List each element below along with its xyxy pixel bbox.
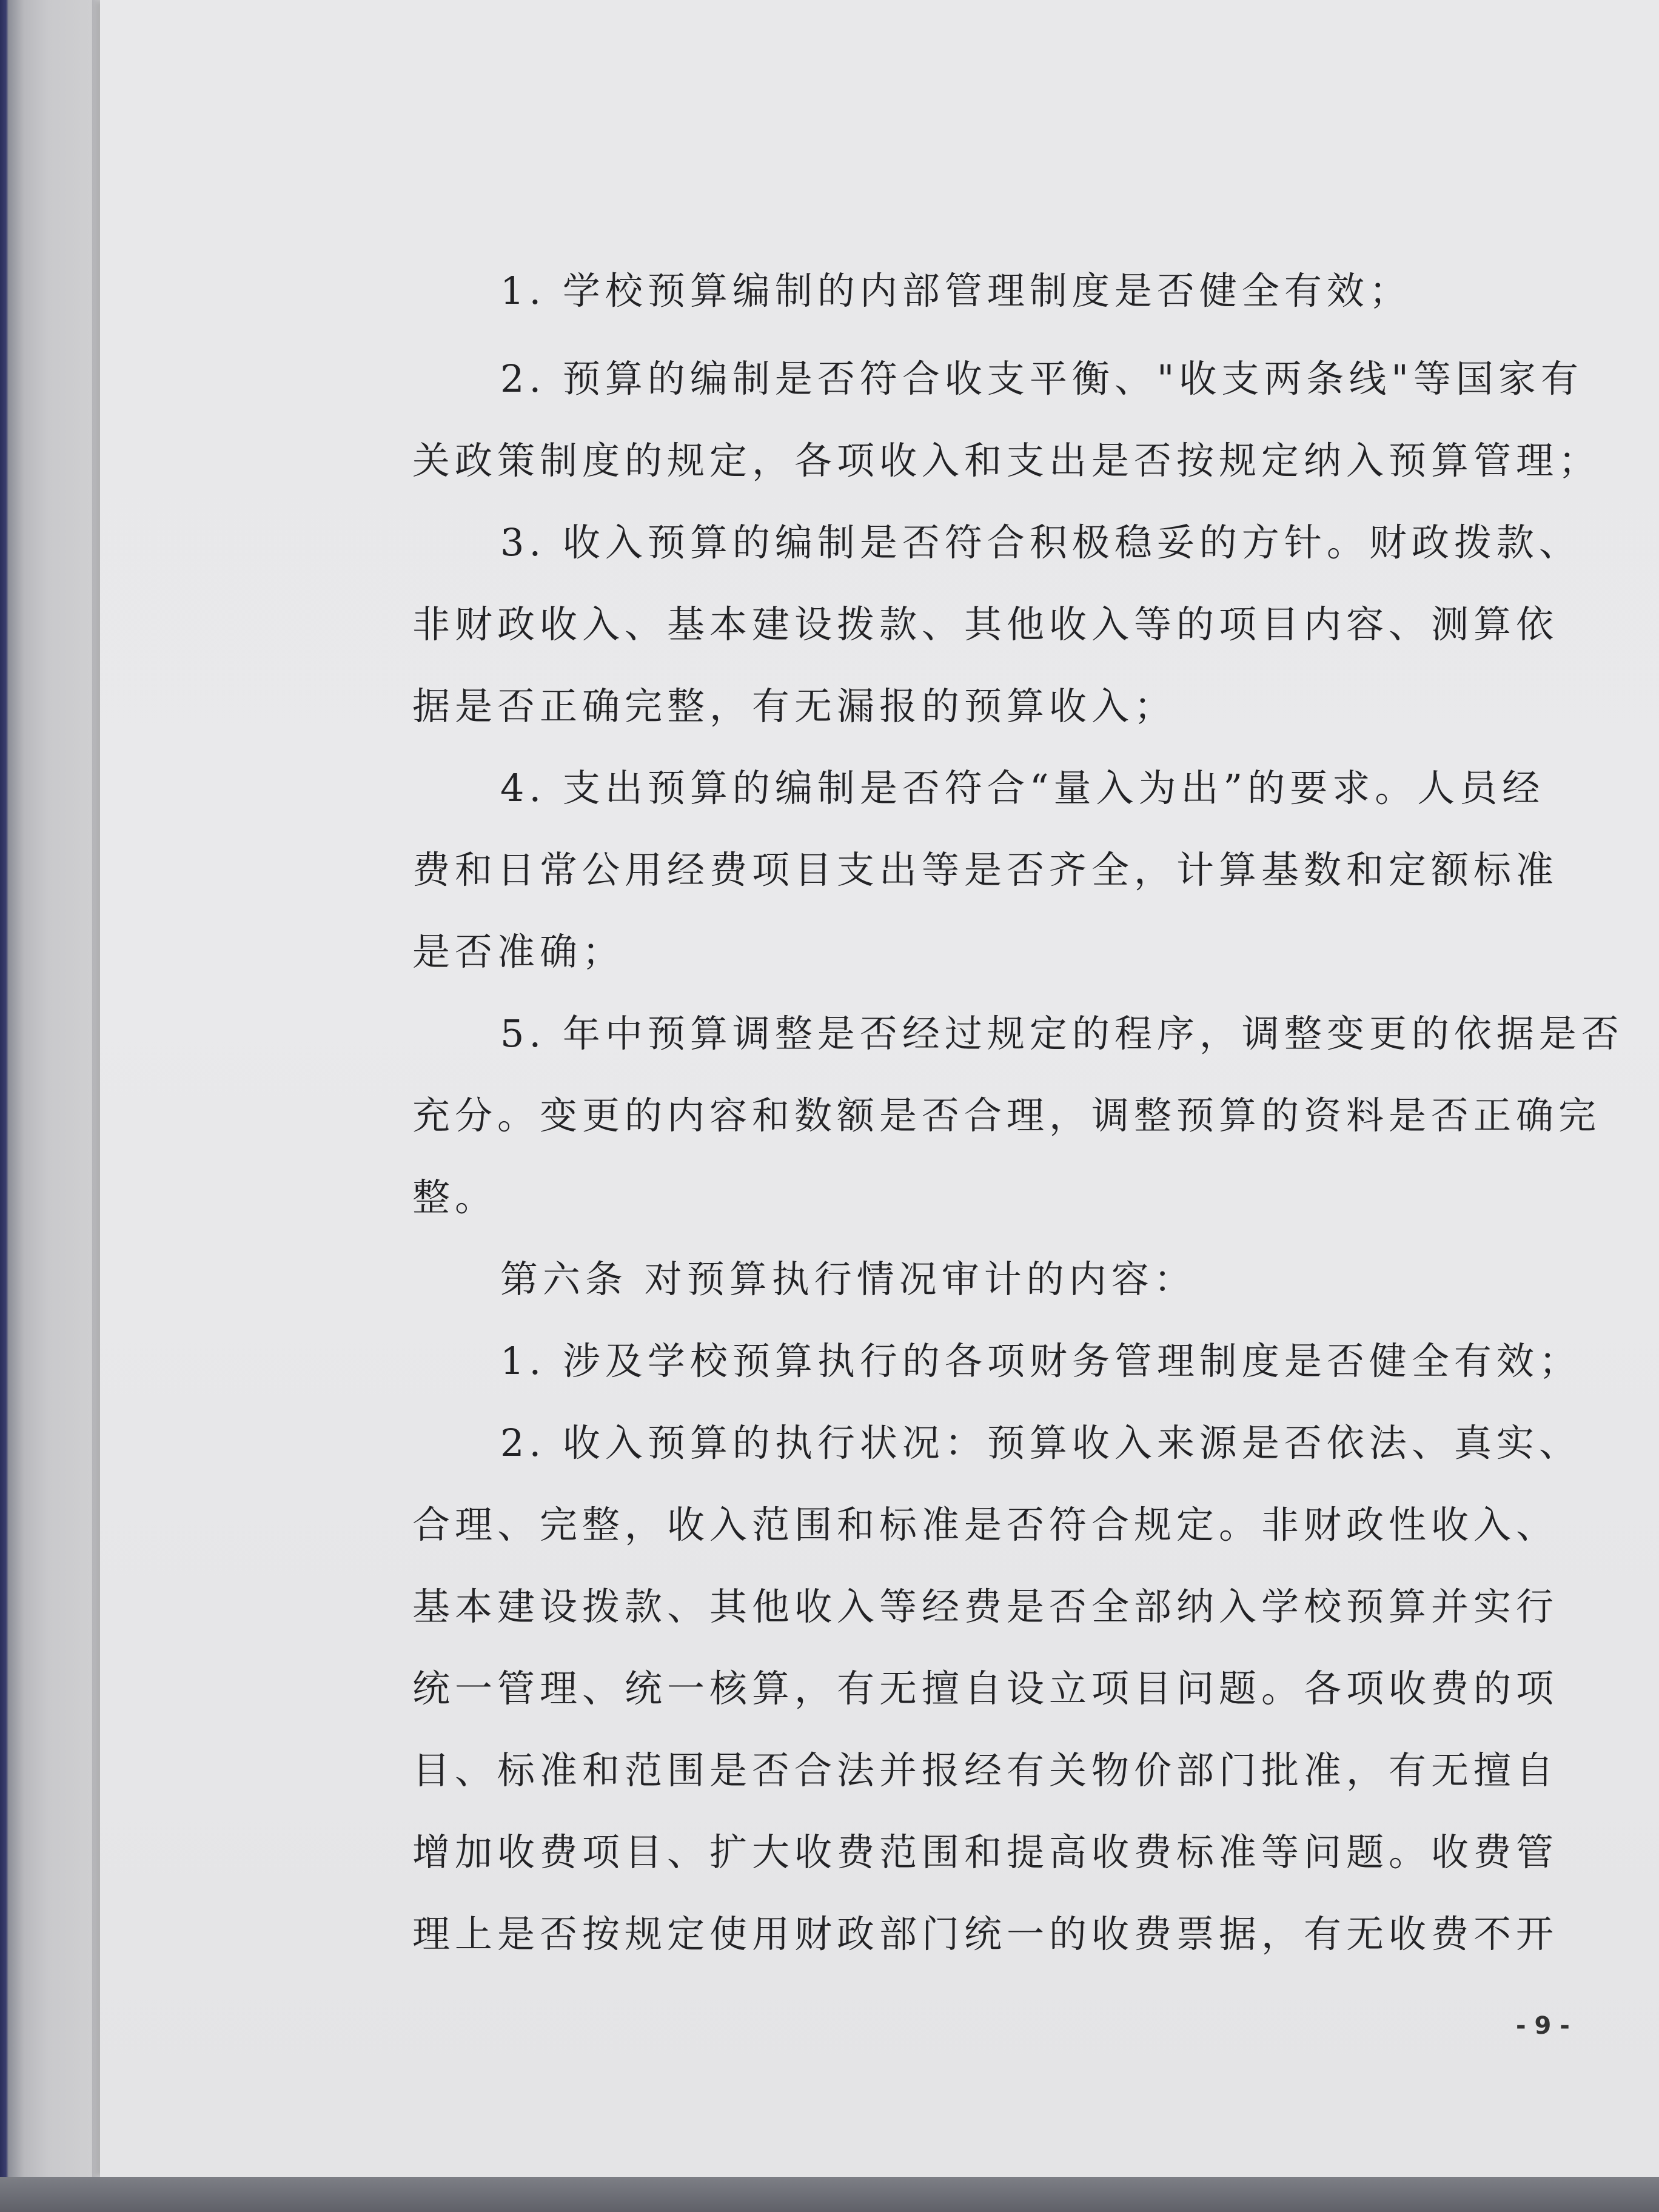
text-line: 理上是否按规定使用财政部门统一的收费票据，有无收费不开 bbox=[412, 1912, 1559, 1956]
text-line: 整。 bbox=[412, 1175, 498, 1219]
text-line: 目、标准和范围是否合法并报经有关物价部门批准，有无擅自 bbox=[412, 1748, 1559, 1792]
text-line: 合理、完整，收入范围和标准是否符合规定。非财政性收入、 bbox=[412, 1503, 1559, 1547]
page-number: - 9 - bbox=[1516, 2012, 1570, 2040]
text-line: 基本建设拨款、其他收入等经费是否全部纳入学校预算并实行 bbox=[412, 1584, 1559, 1629]
text-line: 5. 年中预算调整是否经过规定的程序，调整变更的依据是否 bbox=[500, 1011, 1624, 1056]
text-line: 统一管理、统一核算，有无擅自设立项目问题。各项收费的项 bbox=[412, 1666, 1559, 1711]
text-line: 充分。变更的内容和数额是否合理，调整预算的资料是否正确完 bbox=[412, 1093, 1601, 1138]
text-line: 2. 收入预算的执行状况：预算收入来源是否依法、真实、 bbox=[500, 1421, 1581, 1465]
text-line: 2. 预算的编制是否符合收支平衡、"收支两条线"等国家有 bbox=[500, 357, 1583, 401]
text-line: 1. 学校预算编制的内部管理制度是否健全有效； bbox=[500, 269, 1412, 313]
page-stack-edge bbox=[92, 0, 101, 2183]
section-heading: 第六条 对预算执行情况审计的内容： bbox=[500, 1257, 1196, 1301]
bottom-shadow-strip bbox=[0, 2177, 1659, 2212]
text-line: 费和日常公用经费项目支出等是否齐全，计算基数和定额标准 bbox=[412, 848, 1559, 892]
text-line: 1. 涉及学校预算执行的各项财务管理制度是否健全有效； bbox=[500, 1339, 1581, 1383]
text-line: 是否准确； bbox=[412, 930, 625, 974]
document-page bbox=[100, 0, 1659, 2177]
text-line: 关政策制度的规定，各项收入和支出是否按规定纳入预算管理； bbox=[412, 438, 1601, 483]
text-line: 非财政收入、基本建设拨款、其他收入等的项目内容、测算依 bbox=[412, 602, 1559, 646]
text-line: 据是否正确完整，有无漏报的预算收入； bbox=[412, 684, 1177, 728]
page-content bbox=[100, 0, 1659, 2177]
text-line: 4. 支出预算的编制是否符合“量入为出”的要求。人员经 bbox=[500, 766, 1545, 810]
text-line: 3. 收入预算的编制是否符合积极稳妥的方针。财政拨款、 bbox=[500, 520, 1581, 565]
text-line: 增加收费项目、扩大收费范围和提高收费标准等问题。收费管 bbox=[412, 1830, 1559, 1874]
